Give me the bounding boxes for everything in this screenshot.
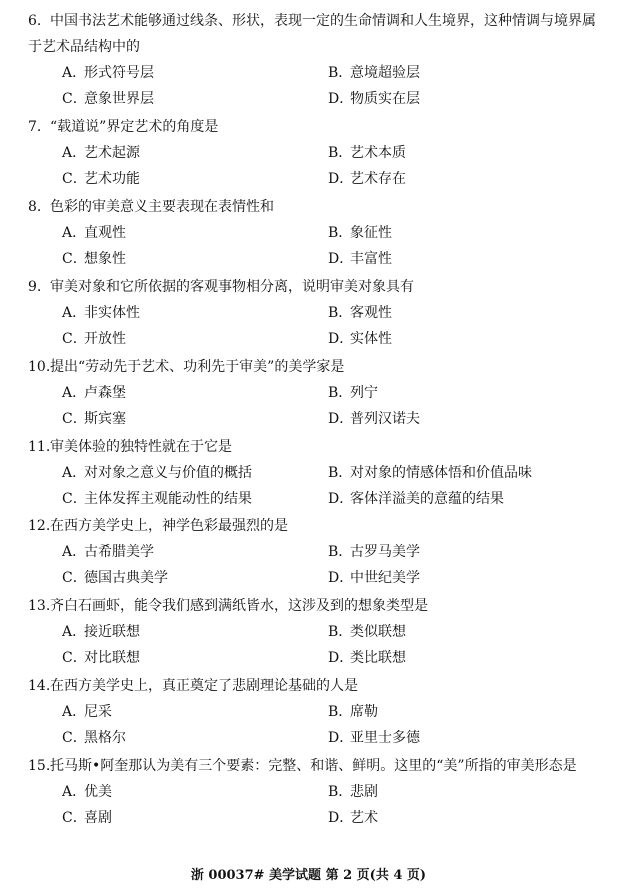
option-c: C．喜剧: [62, 810, 112, 826]
option-a: A．优美: [62, 784, 112, 800]
question-text: 在西方美学史上，真正奠定了悲剧理论基础的人是: [50, 678, 358, 694]
question-number: 7.: [28, 119, 42, 135]
question-number: 12.: [28, 518, 51, 534]
options-row-1: [28, 699, 603, 725]
option-c: C．意象世界层: [62, 91, 154, 107]
question-number: 13.: [28, 598, 51, 614]
question-stem: [28, 354, 603, 380]
option-d: D．艺术: [328, 810, 378, 826]
option-b: B．客观性: [328, 305, 392, 321]
question-number: 11.: [28, 439, 51, 455]
options-row-2: [28, 326, 603, 352]
question-text: 审美对象和它所依据的客观事物相分离，说明审美对象具有: [50, 279, 414, 295]
question-12: [28, 513, 603, 591]
question-15: [28, 753, 603, 831]
option-c: C．艺术功能: [62, 171, 140, 187]
question-text: 齐白石画虾，能令我们感到满纸皆水，这涉及到的想象类型是: [50, 598, 428, 614]
option-b: B．象征性: [328, 225, 392, 241]
options-row-2: [28, 725, 603, 751]
option-d: D．客体洋溢美的意蕴的结果: [328, 491, 504, 507]
question-9: [28, 274, 603, 352]
options-row-1: [28, 539, 603, 565]
option-a: A．古希腊美学: [62, 544, 154, 560]
option-c: C．主体发挥主观能动性的结果: [62, 491, 252, 507]
option-a: A．艺术起源: [62, 145, 140, 161]
question-8: [28, 194, 603, 272]
question-number: 14.: [28, 678, 51, 694]
option-b: B．意境超验层: [328, 65, 420, 81]
options-row-1: [28, 380, 603, 406]
options-row-1: [28, 140, 603, 166]
option-a: A．非实体性: [62, 305, 140, 321]
option-c: C．对比联想: [62, 650, 140, 666]
options-row-1: [28, 779, 603, 805]
question-11: [28, 434, 603, 512]
question-stem: [28, 8, 603, 60]
question-7: [28, 114, 603, 192]
option-c: C．开放性: [62, 331, 126, 347]
option-a: A．卢森堡: [62, 385, 126, 401]
options-row-1: [28, 460, 603, 486]
option-b: B．对对象的情感体悟和价值品味: [328, 465, 532, 481]
options-row-2: [28, 805, 603, 831]
options-row-2: [28, 486, 603, 512]
question-13: [28, 593, 603, 671]
option-a: A．接近联想: [62, 624, 140, 640]
option-b: B．列宁: [328, 385, 378, 401]
question-text: “载道说”界定艺术的角度是: [50, 119, 219, 135]
question-stem: [28, 753, 603, 779]
question-stem: [28, 114, 603, 140]
page-footer: 浙 00037# 美学试题 第 2 页(共 4 页): [190, 868, 427, 883]
question-text: 托马斯•阿奎那认为美有三个要素：完整、和谐、鲜明。这里的“美”所指的审美形态是: [50, 758, 577, 774]
option-c: C．想象性: [62, 251, 126, 267]
option-d: D．物质实在层: [328, 91, 420, 107]
question-text: 审美体验的独特性就在于它是: [50, 439, 232, 455]
option-d: D．艺术存在: [328, 171, 406, 187]
option-d: D．丰富性: [328, 251, 392, 267]
options-row-1: [28, 300, 603, 326]
question-14: [28, 673, 603, 751]
option-c: C．斯宾塞: [62, 411, 126, 427]
option-a: A．直观性: [62, 225, 126, 241]
option-c: C．德国古典美学: [62, 570, 168, 586]
option-d: D．实体性: [328, 331, 392, 347]
option-b: B．类似联想: [328, 624, 406, 640]
question-stem: [28, 434, 603, 460]
question-10: [28, 354, 603, 432]
option-d: D．亚里士多德: [328, 730, 420, 746]
option-c: C．黑格尔: [62, 730, 126, 746]
options-row-1: [28, 619, 603, 645]
option-d: D．普列汉诺夫: [328, 411, 420, 427]
option-b: B．席勒: [328, 704, 378, 720]
options-row-1: [28, 220, 603, 246]
options-row-2: [28, 246, 603, 272]
option-a: A．对对象之意义与价值的概括: [62, 465, 252, 481]
options-row-2: [28, 86, 603, 112]
question-text: 中国书法艺术能够通过线条、形状，表现一定的生命情调和人生境界，这种情调与境界属于艺术品结构中的: [28, 13, 596, 55]
question-text: 提出“劳动先于艺术、功利先于审美”的美学家是: [50, 359, 345, 375]
question-number: 15.: [28, 758, 51, 774]
question-stem: [28, 194, 603, 220]
question-6: [28, 8, 603, 112]
question-number: 10.: [28, 359, 51, 375]
options-row-2: [28, 645, 603, 671]
question-number: 6.: [28, 13, 42, 29]
option-b: B．艺术本质: [328, 145, 406, 161]
options-row-2: [28, 406, 603, 432]
option-b: B．悲剧: [328, 784, 378, 800]
question-stem: [28, 274, 603, 300]
options-row-2: [28, 565, 603, 591]
options-row-2: [28, 166, 603, 192]
question-stem: [28, 673, 603, 699]
options-row-1: [28, 60, 603, 86]
question-text: 色彩的审美意义主要表现在表情性和: [50, 199, 274, 215]
option-d: D．类比联想: [328, 650, 406, 666]
question-number: 8.: [28, 199, 42, 215]
question-text: 在西方美学史上，神学色彩最强烈的是: [50, 518, 288, 534]
question-number: 9.: [28, 279, 42, 295]
option-b: B．古罗马美学: [328, 544, 420, 560]
option-a: A．尼采: [62, 704, 112, 720]
option-a: A．形式符号层: [62, 65, 154, 81]
question-stem: [28, 513, 603, 539]
question-stem: [28, 593, 603, 619]
option-d: D．中世纪美学: [328, 570, 420, 586]
